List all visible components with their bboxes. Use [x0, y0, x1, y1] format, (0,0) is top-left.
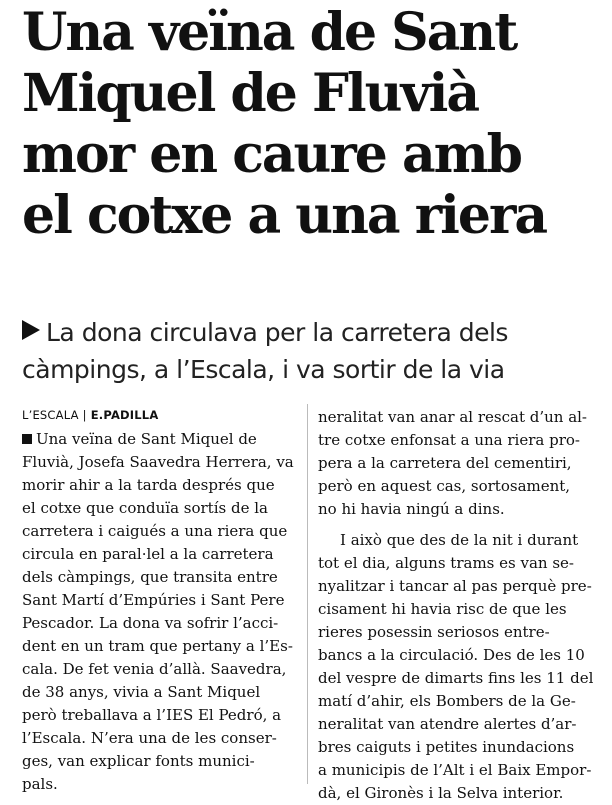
- body-line: de 38 anys, vivia a Sant Miquel: [22, 683, 261, 701]
- byline-location: L’ESCALA: [22, 408, 79, 422]
- body-line: cala. De fet venia d’allà. Saavedra,: [22, 660, 287, 678]
- article-column-1: [22, 428, 298, 796]
- subhead-text: La dona circulava per la carretera dels: [46, 318, 508, 347]
- body-line: ges, van explicar fonts munici-: [22, 752, 255, 770]
- headline-line: Una veïna de Sant: [22, 2, 517, 63]
- byline-author: E.PADILLA: [90, 408, 159, 422]
- body-line: cisament hi havia risc de que les: [318, 600, 567, 618]
- headline-line: Miquel de Fluvià: [22, 63, 479, 124]
- body-line: Fluvià, Josefa Saavedra Herrera, va: [22, 453, 294, 471]
- body-line: nyalitzar i tancar al pas perquè pre-: [318, 577, 592, 595]
- byline-separator: |: [82, 408, 87, 422]
- body-line: dà, el Gironès i la Selva interior.: [318, 784, 564, 802]
- body-line: no hi havia ningú a dins.: [318, 500, 505, 518]
- triangle-right-icon: [22, 320, 40, 340]
- body-line: però en aquest cas, sortosament,: [318, 477, 571, 495]
- body-line: dent en un tram que pertany a l’Es-: [22, 637, 293, 655]
- body-line: bres caiguts i petites inundacions: [318, 738, 575, 756]
- body-line: el cotxe que conduïa sortís de la: [22, 499, 268, 517]
- headline-line: el cotxe a una riera: [22, 185, 547, 246]
- body-line: rieres posessin seriosos entre-: [318, 623, 550, 641]
- body-line: però treballava a l’IES El Pedró, a: [22, 706, 282, 724]
- subhead-line: càmpings, a l’Escala, i va sortir de la via: [22, 355, 505, 384]
- column-divider: [307, 404, 308, 784]
- body-line: tot el dia, alguns trams es van se-: [318, 554, 574, 572]
- byline: [22, 408, 158, 422]
- body-line: pals.: [22, 775, 58, 793]
- headline-line: mor en caure amb: [22, 124, 522, 185]
- body-line: dels càmpings, que transita entre: [22, 568, 278, 586]
- body-line: bancs a la circulació. Des de les 10: [318, 646, 585, 664]
- body-line: neralitat van anar al rescat d’un al-: [318, 408, 588, 426]
- body-line: Sant Martí d’Empúries i Sant Pere: [22, 591, 285, 609]
- body-line: a municipis de l’Alt i el Baix Empor-: [318, 761, 592, 779]
- body-line: morir ahir a la tarda després que: [22, 476, 275, 494]
- body-line: I això que des de la nit i durant: [340, 531, 579, 549]
- body-line: matí d’ahir, els Bombers de la Ge-: [318, 692, 576, 710]
- body-line: pera a la carretera del cementiri,: [318, 454, 572, 472]
- body-line: del vespre de dimarts fins les 11 del: [318, 669, 594, 687]
- body-line: circula en paral·lel a la carretera: [22, 545, 274, 563]
- subhead-line: [22, 314, 602, 351]
- body-line: tre cotxe enfonsat a una riera pro-: [318, 431, 580, 449]
- article-column-2: [318, 406, 594, 805]
- black-square-icon: [22, 434, 32, 444]
- body-line: Pescador. La dona va sofrir l’acci-: [22, 614, 279, 632]
- headline: [22, 2, 602, 246]
- paragraph-gap: [318, 521, 594, 529]
- body-line: carretera i caigués a una riera que: [22, 522, 288, 540]
- body-line: neralitat van atendre alertes d’ar-: [318, 715, 577, 733]
- body-text: Una veïna de Sant Miquel de: [36, 430, 257, 448]
- body-line: [22, 428, 298, 451]
- body-line: l’Escala. N’era una de les conser-: [22, 729, 277, 747]
- subheadline: [22, 314, 602, 388]
